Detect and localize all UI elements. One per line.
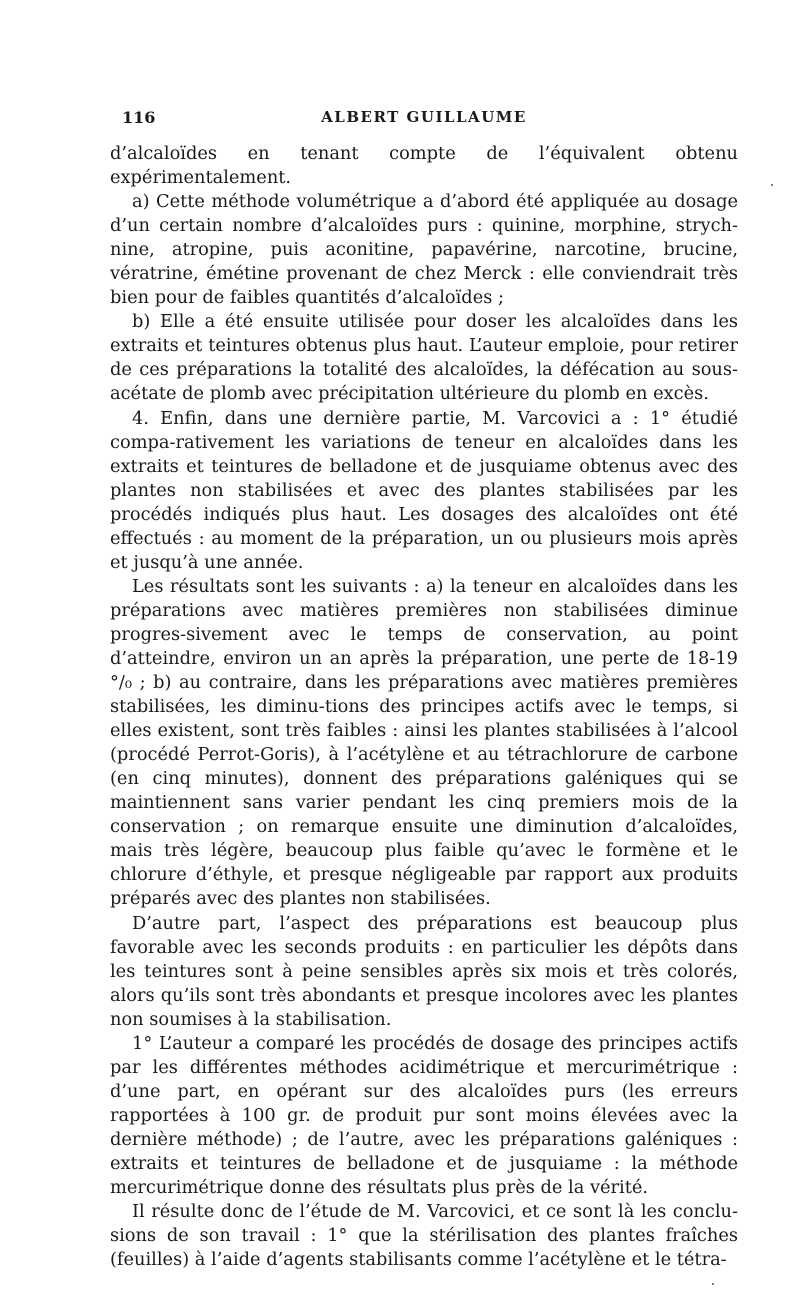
paper-speck [771, 184, 773, 186]
book-page [110, 108, 738, 1272]
paragraph: Il résulte donc de l’étude de M. Varcovici, et ce sont là les conclu-sions de son travail : 1° que la stérilisation des plantes fraîches (feuilles) à l’aide d’agents stabilisants comme l’acétylène et le tétra- [110, 1201, 738, 1271]
paragraph: d’alcaloïdes en tenant compte de l’équivalent obtenu expérimentalement. [110, 143, 738, 189]
paragraph: Les résultats sont les suivants : a) la teneur en alcaloïdes dans les préparations avec matières premières non stabilisées diminue progres-sivement avec le temps de conservation, au point d’atteindre, environ un an après la préparation, une perte de 18-19 °/₀ ; b) au contraire, dans les préparations avec matières premières stabilisées, les diminu-tions des principes actifs avec le temps, si elles existent, sont très faibles : ainsi les plantes stabilisées à l’alcool (procédé Perrot-Goris), à l’acétylène et au tétrachlorure de carbone (en cinq minutes), donnent des préparations galéniques qui se maintiennent sans varier pendant les cinq premiers mois de la conservation ; on remarque ensuite une diminution d’alcaloïdes, mais très légère, beaucoup plus faible qu’avec le formène et le chlorure d’éthyle, et presque négligeable par rapport aux produits préparés avec des plantes non stabilisées. [110, 575, 738, 910]
paper-speck [712, 1283, 714, 1285]
paragraph: 1° L’auteur a comparé les procédés de dosage des principes actifs par les différentes méthodes acidimétrique et mercurimétrique : d’une part, en opérant sur des alcaloïdes purs (les erreurs rapportées à 100 gr. de produit pur sont moins élevées avec la dernière méthode) ; de l’autre, avec les préparations galéniques : extraits et teintures de belladone et de jusquiame : la méthode mercurimétrique donne des résultats plus près de la vérité. [110, 1032, 738, 1199]
paragraph: a) Cette méthode volumétrique a d’abord été appliquée au dosage d’un certain nombre d’alcaloïdes purs : quinine, morphine, strych-nine, atropine, puis aconitine, papavérine, narcotine, brucine, vératrine, émétine provenant de chez Merck : elle conviendrait très bien pour de faibles quantités d’alcaloïdes ; [110, 191, 738, 309]
paragraph: b) Elle a été ensuite utilisée pour doser les alcaloïdes dans les extraits et teintures obtenus plus haut. L’auteur emploie, pour retirer de ces préparations la totalité des alcaloïdes, la défécation au sous-acétate de plomb avec précipitation ultérieure du plomb en excès. [110, 311, 738, 405]
paragraph: D’autre part, l’aspect des préparations est beaucoup plus favorable avec les seconds produits : en particulier les dépôts dans les teintures sont à peine sensibles après six mois et très colorés, alors qu’ils sont très abondants et presque incolores avec les plantes non soumises à la stabilisation. [110, 912, 738, 1030]
running-head [110, 108, 738, 132]
page-number: 116 [122, 108, 156, 127]
running-title: ALBERT GUILLAUME [321, 108, 527, 126]
paragraph: 4. Enfin, dans une dernière partie, M. Varcovici a : 1° étudié compa-rativement les variations de teneur en alcaloïdes dans les extraits et teintures de belladone et de jusquiame obtenus avec des plantes non stabilisées et avec des plantes stabilisées par les procédés indiqués plus haut. Les dosages des alcaloïdes ont été effectués : au moment de la préparation, un ou plusieurs mois après et jusqu’à une année. [110, 407, 738, 573]
body-text [110, 142, 738, 1272]
